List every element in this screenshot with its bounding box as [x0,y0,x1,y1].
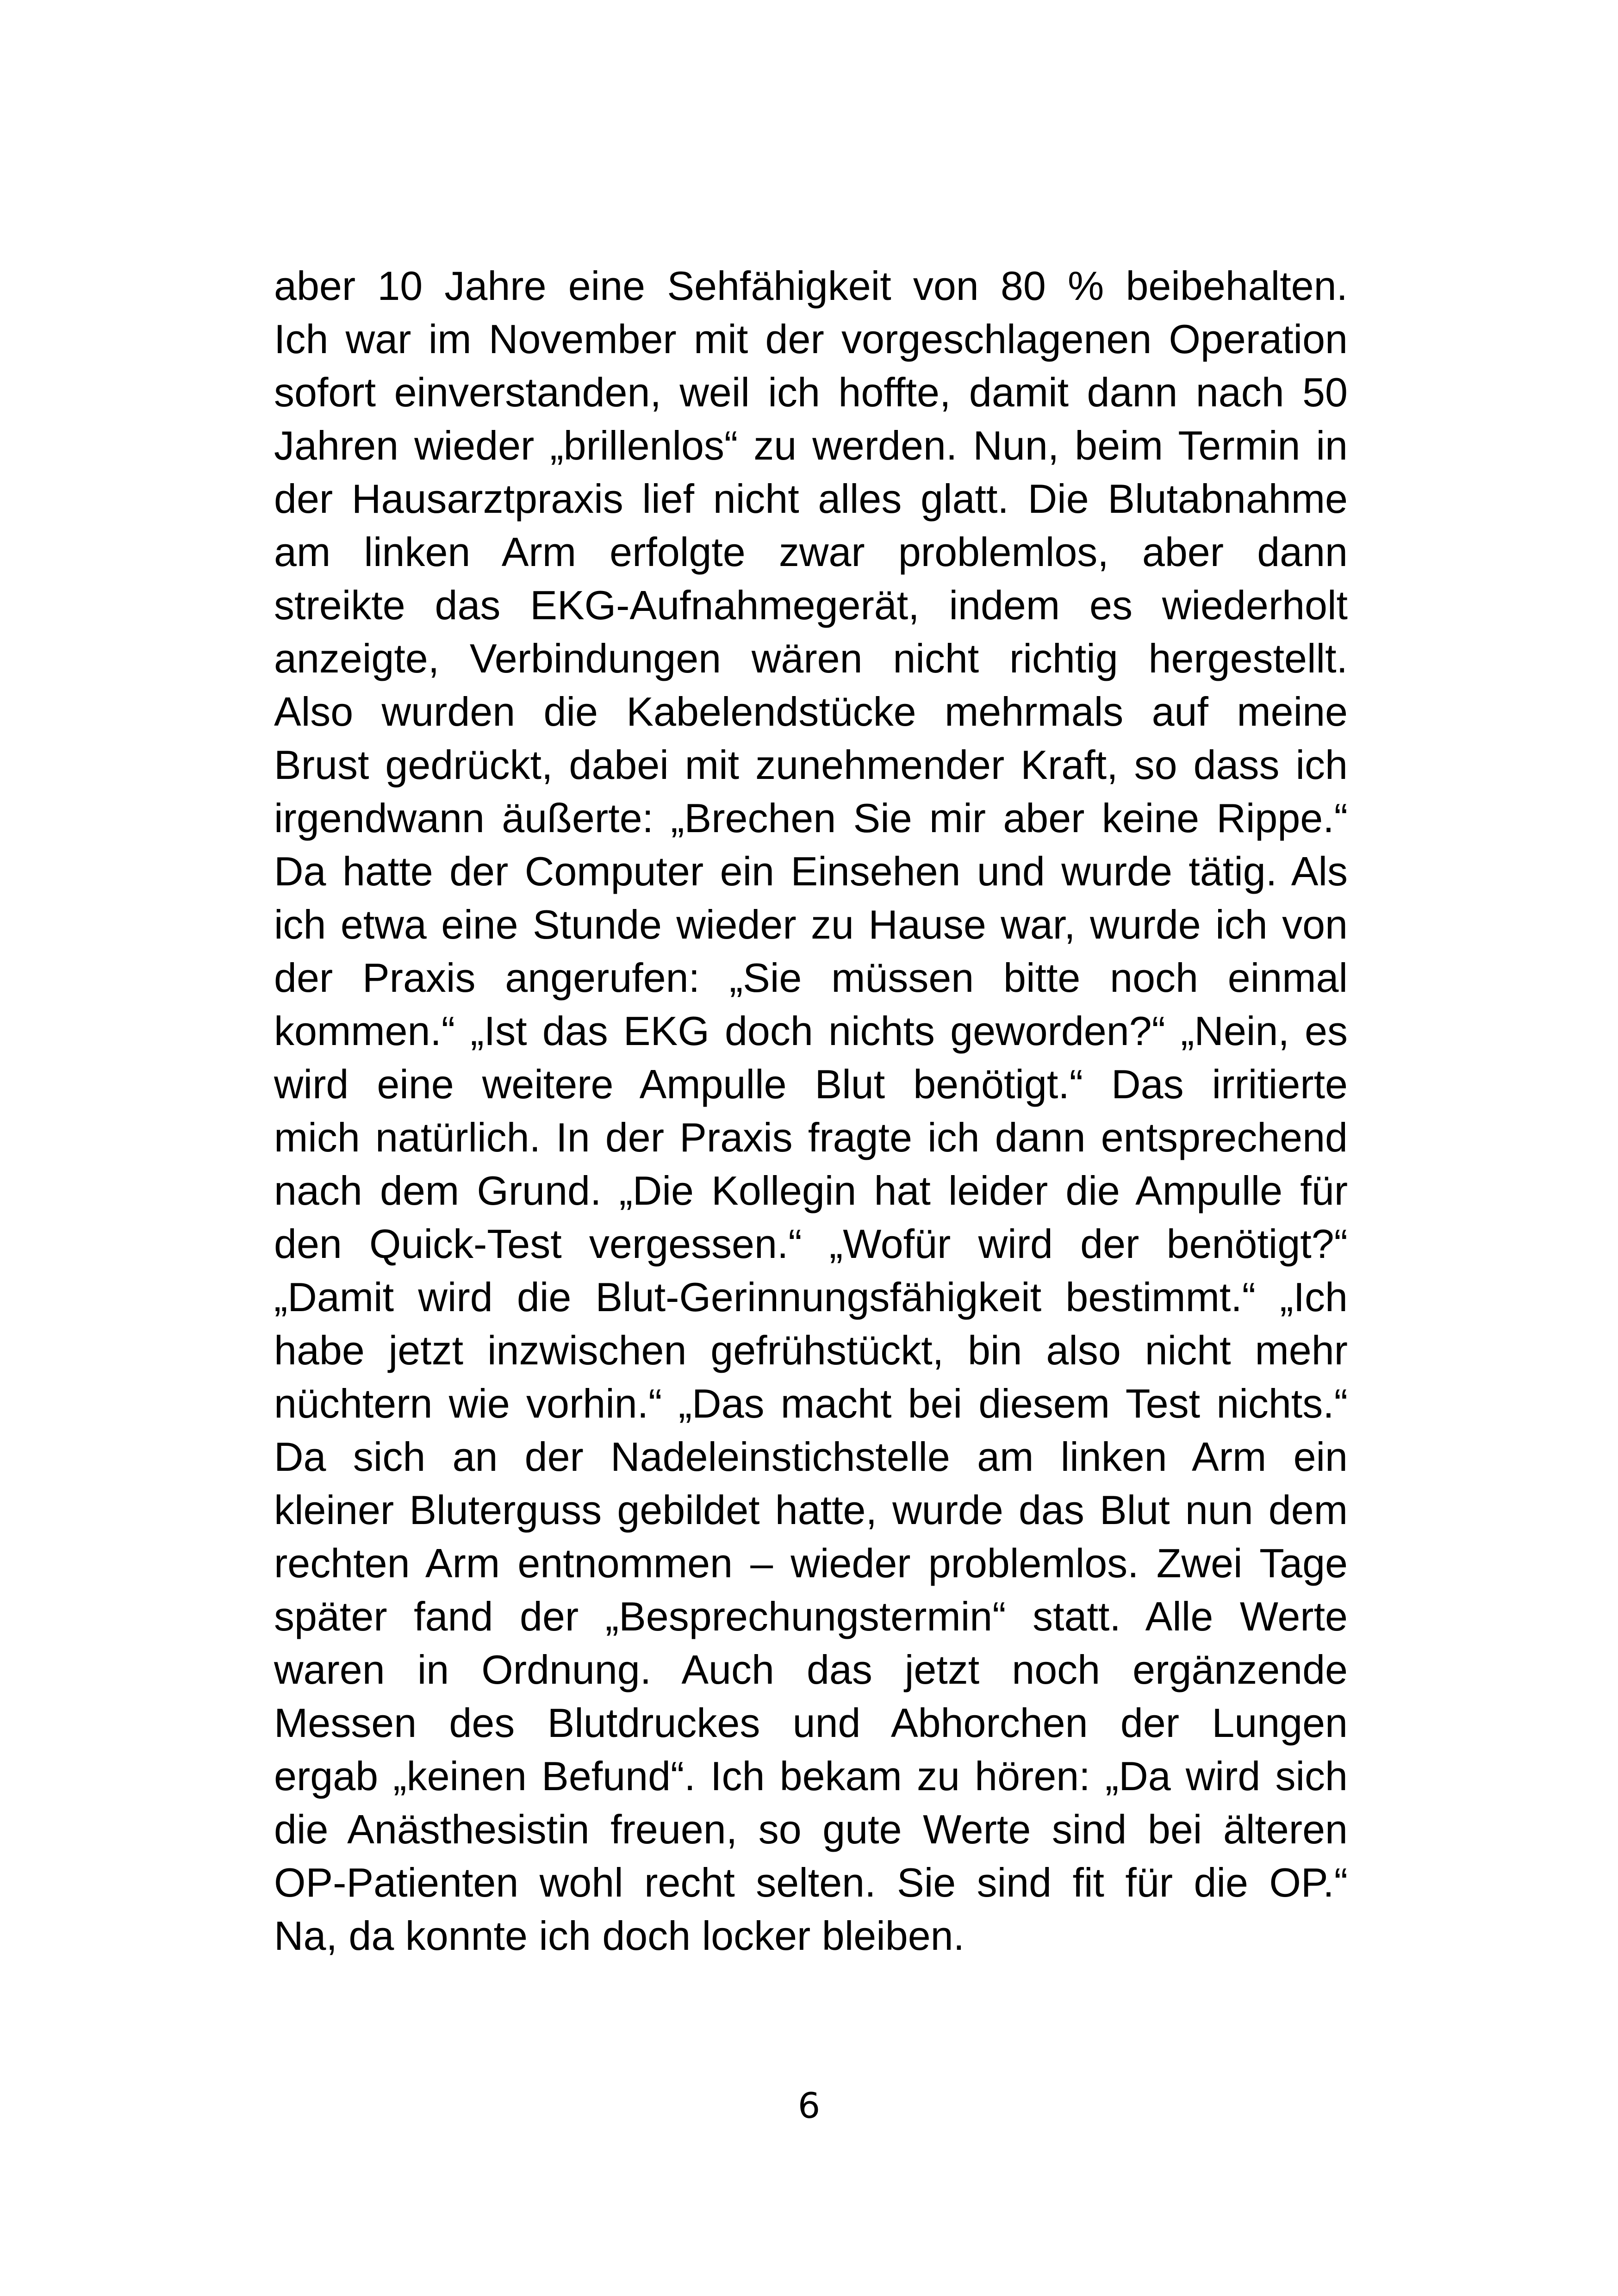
text-line: rechten Arm entnommen – wieder problemlos. Zwei Tage [274,1540,1348,1586]
text-line: kleiner Bluterguss gebildet hatte, wurde das Blut nun dem [274,1487,1348,1533]
text-line: ergab „keinen Befund“. Ich bekam zu hören: „Da wird sich [274,1753,1348,1799]
text-line: kommen.“ „Ist das EKG doch nichts geworden?“ „Nein, es [274,1008,1348,1054]
text-line: wird eine weitere Ampulle Blut benötigt.“ Das irritierte [274,1061,1348,1107]
text-line: anzeigte, Verbindungen wären nicht richtig hergestellt. [274,635,1348,681]
text-line: nüchtern wie vorhin.“ „Das macht bei diesem Test nichts.“ [274,1381,1348,1426]
body-text [274,259,1348,1962]
text-line: Da hatte der Computer ein Einsehen und wurde tätig. Als [274,848,1348,894]
text-line: habe jetzt inzwischen gefrühstückt, bin also nicht mehr [274,1327,1348,1373]
text-line: Brust gedrückt, dabei mit zunehmender Kraft, so dass ich [274,742,1348,788]
text-line: der Praxis angerufen: „Sie müssen bitte noch einmal [274,955,1348,1001]
page-number: 6 [797,2085,821,2126]
text-line: sofort einverstanden, weil ich hoffte, damit dann nach 50 [274,369,1348,415]
text-line: der Hausarztpraxis lief nicht alles glatt. Die Blutabnahme [274,476,1348,522]
text-line: Jahren wieder „brillenlos“ zu werden. Nun, beim Termin in [274,423,1348,468]
text-line: ich etwa eine Stunde wieder zu Hause war, wurde ich von [274,902,1348,947]
text-line: die Anästhesistin freuen, so gute Werte sind bei älteren [274,1806,1348,1852]
text-line: den Quick-Test vergessen.“ „Wofür wird der benötigt?“ [274,1221,1348,1267]
text-line: streikte das EKG-Aufnahmegerät, indem es wiederholt [274,582,1348,628]
text-line: nach dem Grund. „Die Kollegin hat leider die Ampulle für [274,1168,1348,1213]
text-line: aber 10 Jahre eine Sehfähigkeit von 80 % beibehalten. [274,263,1348,309]
text-line: mich natürlich. In der Praxis fragte ich dann entsprechend [274,1114,1348,1160]
text-line: OP-Patienten wohl recht selten. Sie sind fit für die OP.“ [274,1860,1348,1905]
text-line: am linken Arm erfolgte zwar problemlos, aber dann [274,529,1348,575]
text-line: „Damit wird die Blut-Gerinnungsfähigkeit bestimmt.“ „Ich [274,1274,1348,1320]
text-line: Messen des Blutdruckes und Abhorchen der Lungen [274,1700,1348,1746]
text-line: Da sich an der Nadeleinstichstelle am linken Arm ein [274,1434,1348,1480]
text-line: Na, da konnte ich doch locker bleiben. [274,1913,965,1959]
text-line: waren in Ordnung. Auch das jetzt noch ergänzende [274,1647,1348,1692]
text-line: Also wurden die Kabelendstücke mehrmals auf meine [274,689,1348,734]
text-line: Ich war im November mit der vorgeschlagenen Operation [274,316,1348,362]
text-line: später fand der „Besprechungstermin“ statt. Alle Werte [274,1593,1348,1639]
text-line: irgendwann äußerte: „Brechen Sie mir aber keine Rippe.“ [274,795,1348,841]
